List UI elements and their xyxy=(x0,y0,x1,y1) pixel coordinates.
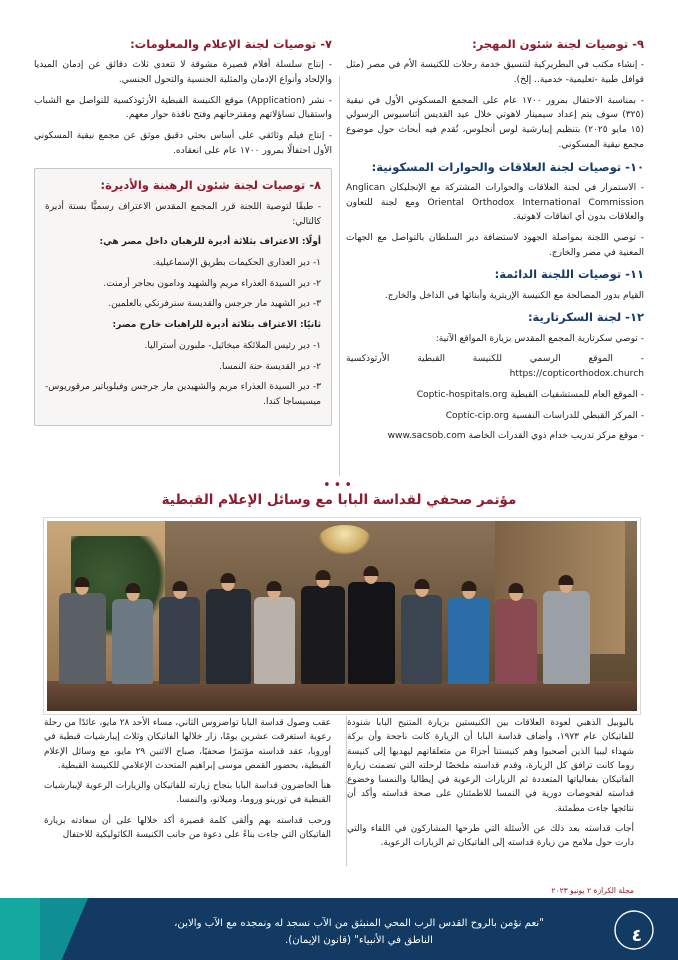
list-item: ٢- دير السيدة العذراء مريم والشهيد ودامون بحاجر أرمنت. xyxy=(103,278,321,289)
person-hair xyxy=(125,583,140,593)
footer-accent-bar xyxy=(0,898,40,960)
left-column xyxy=(346,36,644,476)
paragraph: أجاب قداسته بعد ذلك عن الأسئلة التي طرحها المشاركون في اللقاء والتي دارت حول ملامح من زيارة قداسته إلى الفاتيكان ثم الزيارات الرعوية. xyxy=(347,823,634,848)
paragraph: - إنشاء مكتب في البطريركية لتنسيق خدمة رحلات للكنيسة الأم في مصر (مثل قوافل طبية -تعليمية- خدمية.. إلخ). xyxy=(346,60,644,85)
paragraph: عقب وصول قداسة البابا تواضروس الثاني، مساء الأحد ٢٨ مايو، عائدًا من رحلة رعوية استغرقت عشرين يومًا، زار خلالها الفاتيكان وثلاث إيبارشيات قبطية في أوروبا، عقد قداسته مؤتمرًا صحفيًا، صباح الاثنين ٢٩ مايو، مع وسائل الإعلام القبطية، بحضور القمص موسى إبراهيم المتحدث الإعلامي للكنيسة القبطية. xyxy=(44,718,332,771)
person-figure xyxy=(254,597,295,684)
paragraph: - بمناسبة الاحتفال بمرور ١٧٠٠ عام على المجمع المسكوني الأول في نيقية (٣٢٥) سوف يتم إعداد سيمينار لاهوتي خلال عيد القديس أثناسيوس الرسولي (١٥ مايو ٢٠٢٥) بتنظيم إيبارشية لوس أنجلوس، تُقدم فيه أبحاث حول موضوع مجمع نيقية المسكوني. xyxy=(346,95,644,150)
person-figure xyxy=(159,597,200,684)
person-figure xyxy=(543,591,590,684)
paragraph: ورحب قداسته بهم وألقى كلمة قصيرة أكد خلالها على أن سعادته بزيارة الفاتيكان التي جاءت بناءً على دعوة من جانب الكنيسة الكاثوليكية للاحتفال xyxy=(44,815,331,840)
group-photo xyxy=(44,518,640,714)
right-column xyxy=(34,36,332,476)
person-figure xyxy=(206,589,250,684)
paragraph: - توصي سكرتارية المجمع المقدس بزيارة المواقع الآتية: xyxy=(435,333,644,344)
report-columns xyxy=(44,716,634,876)
photo-caption-title: مؤتمر صحفي لقداسة البابا مع وسائل الإعلام القبطية xyxy=(161,492,517,508)
person-figure xyxy=(448,597,489,684)
person-figure xyxy=(401,595,442,684)
section-separator-dots: ••• xyxy=(322,478,355,493)
person-hair xyxy=(414,579,429,589)
person-figure xyxy=(59,593,106,684)
person-hair xyxy=(267,581,282,591)
monasticism-box xyxy=(34,168,332,426)
link-item[interactable]: - المركز القبطي للدراسات النفسية Coptic-cip.org xyxy=(445,410,644,421)
paragraph: هنأ الحاضرون قداسة البابا بنجاح زيارته للفاتيكان والزيارات الرعوية لإيبارشيات القبطية في تورينو وروما، وميلانو، والنمسا. xyxy=(44,781,331,806)
person-hair xyxy=(221,573,236,583)
subheading-second: ثانيًا: الاعتراف بثلاثة أديرة للراهبات خارج مصر: xyxy=(112,320,321,331)
link-item[interactable]: - الموقع الرسمي للكنيسة القبطية الأرثوذكسية https://copticorthodox.church xyxy=(346,354,644,380)
link-item[interactable]: - الموقع العام للمستشفيات القبطية Coptic-hospitals.org xyxy=(416,389,644,400)
person-bishop xyxy=(301,586,345,685)
article-columns xyxy=(34,36,644,476)
person-hair xyxy=(172,581,187,591)
footer-verse xyxy=(120,916,598,950)
photo-scene xyxy=(47,521,637,711)
paragraph: - طبقًا لتوصية اللجنة قرر المجمع المقدس الاعتراف رسميًّا بستة أديرة كالتالي: xyxy=(45,201,321,227)
section-heading-diaspora: ٩- توصيات لجنة شئون المهجر: xyxy=(472,37,644,51)
column-divider xyxy=(339,76,340,476)
list-item: ١- دير رئيس الملائكة ميخائيل- ملبورن أستراليا. xyxy=(144,340,321,351)
person-hair xyxy=(364,566,379,576)
report-right-column xyxy=(44,716,331,876)
person-figure xyxy=(495,599,536,685)
page-footer xyxy=(0,898,678,960)
list-item: ١- دير العذارى الحكيمات بطريق الإسماعيلية. xyxy=(152,257,321,268)
issue-line: مجلة الكرازة ٢ يونيو ٢٠٢٣ xyxy=(551,886,634,895)
person-hair xyxy=(509,583,524,593)
report-column-divider xyxy=(346,716,347,866)
paragraph: باليوبيل الذهبي لعودة العلاقات بين الكنيستين بزيارة المتنيح البابا شنودة للفاتيكان عام ١٩٧٣، وأضاف قداسة البابا أن الزيارة كانت ناجحة وأن بركة شهداء ليبيا الذين أصحبوا وهم كنيستنا أجزاءً من متعلقاتهم ليهديها إلى كنيسة روما كانت ترافق كل الزيارة، وقدم قداسته ملخصًا لرحلته التي تضمنت زيارة الفاتيكان بفعالياتها المتعددة ثم الزيارات الرعوية في إيطاليا والنمسا وخضوع قداسته لفحوصات دورية في النمسا للاطمئنان على صحة قداسته وأكد أن نتائجها جاءت مطمئنة. xyxy=(347,718,634,814)
section-heading-monasticism: ٨- توصيات لجنة شئون الرهبنة والأديرة: xyxy=(100,177,321,192)
link-item[interactable]: - موقع مركز تدريب خدام ذوي القدرات الخاصة www.sacsob.com xyxy=(387,431,644,442)
paragraph: - الاستمرار في لجنة العلاقات والحوارات المشتركة مع الإنجليكان Anglican Oriental Orthodox International Commission ومع لجنة للتعاون والعلاقات بدون أي اتفاقات لاهوتية. xyxy=(346,182,644,223)
person-hair xyxy=(559,575,574,585)
list-item: ٢- دير القديسة حنة النمسا. xyxy=(219,361,321,372)
footer-verse-line1: "نعم نؤمن بالروح القدس الرب المحي المنبثق من الآب نسجد له ونمجده مع الآب والابن، xyxy=(174,918,544,930)
paragraph: - إنتاج سلسلة أفلام قصيرة مشوقة لا تتعدى ثلاث دقائق عن إدمان الميديا والإلحاد وأنواع الإدمان والمثلية الجنسية والتحول الجنسي. xyxy=(34,60,332,85)
paragraph: - إنتاج فيلم وثائقي على أساس بحثي دقيق موثق عن مجمع نيقية المسكوني الأول احتفالًا بمرور ١٧٠٠ عام على انعقاده. xyxy=(34,131,332,156)
footer-verse-line2: الناطق في الأنبياء" (قانون الإيمان). xyxy=(285,935,433,947)
report-left-column xyxy=(347,716,634,876)
list-item: ٣- دير الشهيد مار جرجس والقديسة سنرفرنكي بالعلمين. xyxy=(108,299,321,310)
person-hair xyxy=(315,570,330,580)
section-heading-media: ٧- توصيات لجنة الإعلام والمعلومات: xyxy=(130,37,332,51)
paragraph: - توصي اللجنة بمواصلة الجهود لاستضافة دير السلطان بالتواصل مع الجهات المعنية في مصر والخارج. xyxy=(346,232,644,258)
person-figure xyxy=(112,599,153,685)
subheading-first: أولًا: الاعتراف بثلاثة أديرة للرهبان داخل مصر هي: xyxy=(99,237,321,248)
person-pope xyxy=(348,582,395,685)
photo-floor xyxy=(47,681,637,711)
list-item: ٣- دير السيدة العذراء مريم والشهيدين مار جرجس وفيلوباتير مرقوريوس- ميسيساجا كندا. xyxy=(45,382,321,407)
person-hair xyxy=(461,581,476,591)
section-heading-secretariat: ١٢- لجنة السكرتارية: xyxy=(527,310,644,325)
section-heading-standing-committee: ١١- توصيات اللجنة الدائمة: xyxy=(494,267,644,282)
section-heading-ecumenical: ١٠- توصيات لجنة العلاقات والحوارات المسكونية: xyxy=(371,159,644,174)
page-number: ٤ xyxy=(631,926,642,946)
paragraph: - نشر (Application) موقع الكنيسة القبطية الأرثوذكسية للتواصل مع الشباب واستقبال تساؤلاتهم ومقترحاتهم وفتح نافذة حوار معهم. xyxy=(34,95,332,121)
person-hair xyxy=(75,577,90,587)
paragraph: القيام بدور المصالحة مع الكنيسة الإريترية وأبنائها في الداخل والخارج. xyxy=(384,290,644,301)
